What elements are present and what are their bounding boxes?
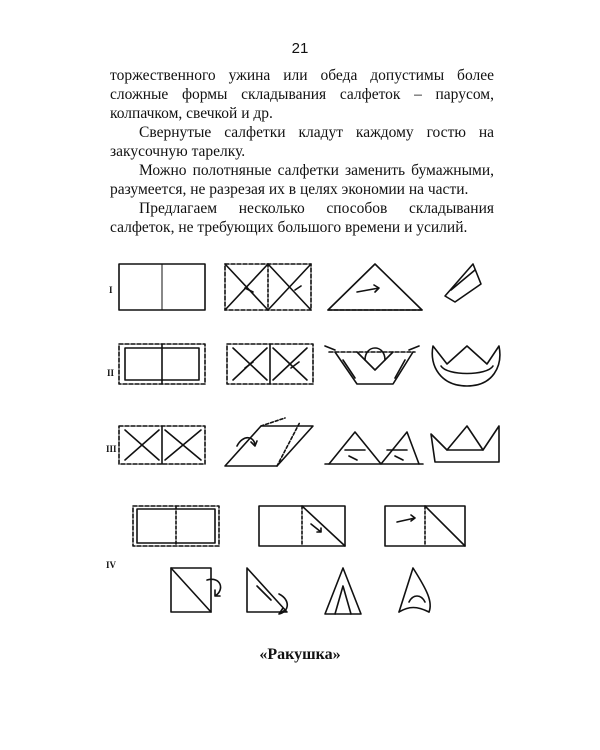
napkin-step: [325, 568, 361, 614]
napkin-step: [227, 344, 313, 384]
napkin-folding-figure: [95, 250, 515, 635]
row-label-4: IV: [106, 560, 117, 570]
napkin-step: [119, 344, 205, 384]
napkin-step: [385, 506, 465, 546]
napkin-step: [328, 264, 422, 310]
napkin-step: [119, 426, 205, 464]
figure-caption: «Ракушка»: [259, 646, 341, 663]
paragraph: Можно полотняные салфетки заменить бумажными, разумеется, не разрезая их в целях экономии на части.: [110, 162, 494, 198]
row-1-steps: [119, 264, 481, 310]
paragraph: Свернутые салфетки кладут каждому гостю на закусочную тарелку.: [110, 124, 494, 160]
napkin-step: [445, 264, 481, 302]
napkin-step: [325, 432, 423, 464]
page-number: 21: [291, 40, 309, 57]
body-text: [110, 66, 494, 237]
napkin-step: [247, 568, 287, 614]
napkin-step: [225, 264, 311, 310]
napkin-step: [133, 506, 219, 546]
napkin-step: [225, 418, 313, 466]
paragraph-continuation: торжественного ужина или обеда допустимы более сложные формы складывания салфеток – парусом, колпачком, свечкой и др.: [110, 67, 494, 122]
napkin-step: [431, 426, 499, 462]
row-label-3: III: [106, 444, 117, 454]
napkin-step: [171, 568, 221, 612]
paragraph: Предлагаем несколько способов складывания салфеток, не требующих большого времени и усилий.: [110, 200, 494, 236]
row-4-steps-top: [133, 506, 465, 546]
napkin-step: [325, 346, 419, 384]
napkin-step: [259, 506, 345, 546]
napkin-step: [399, 568, 430, 612]
row-2-steps: [119, 344, 500, 386]
napkin-step: [432, 346, 500, 386]
row-3-steps: [119, 418, 499, 466]
row-4-steps-bottom: [171, 568, 430, 614]
row-label-2: II: [107, 368, 115, 378]
napkin-step: [119, 264, 205, 310]
row-label-1: I: [109, 285, 113, 295]
